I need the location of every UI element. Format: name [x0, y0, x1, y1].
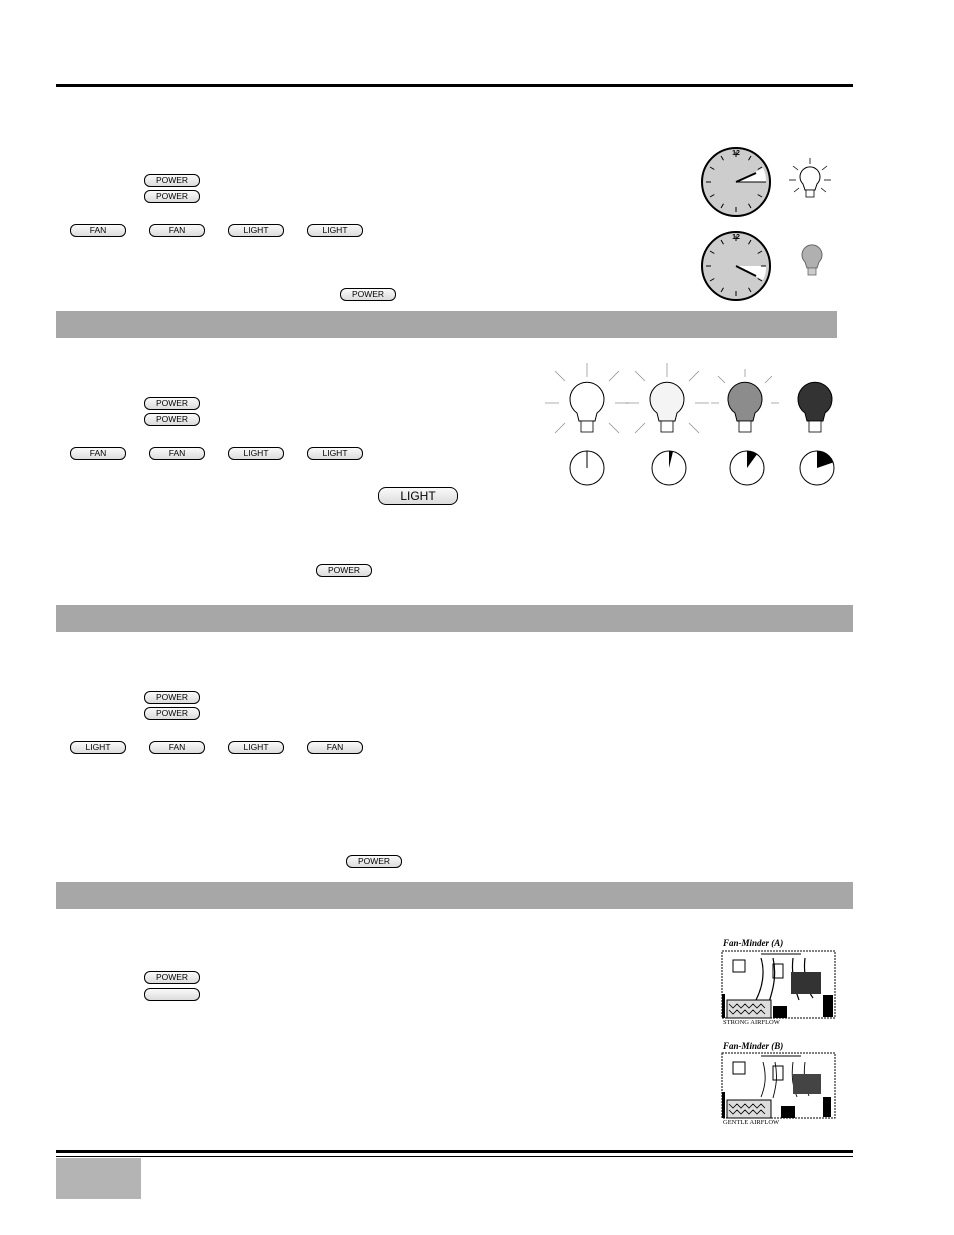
- power-button[interactable]: POWER: [144, 174, 200, 187]
- fan-minder-a-caption: STRONG AIRFLOW: [723, 1019, 780, 1026]
- light-button[interactable]: LIGHT: [307, 447, 363, 460]
- section-band: [56, 311, 837, 338]
- light-button[interactable]: LIGHT: [228, 447, 284, 460]
- power-button[interactable]: POWER: [144, 397, 200, 410]
- power-button[interactable]: POWER: [144, 413, 200, 426]
- timer-dial-icon: [570, 451, 604, 485]
- clock-bulb-illustration: [690, 140, 850, 308]
- page-number-tab: [56, 1158, 141, 1199]
- light-button-large[interactable]: LIGHT: [378, 487, 458, 505]
- power-button[interactable]: POWER: [346, 855, 402, 868]
- light-button[interactable]: LIGHT: [307, 224, 363, 237]
- fan-minder-a-title: Fan-Minder (A): [723, 938, 784, 948]
- light-button[interactable]: LIGHT: [70, 741, 126, 754]
- clock-icon: [702, 232, 770, 300]
- dimming-bulbs-illustration: [540, 355, 840, 490]
- clock-icon: [702, 148, 770, 216]
- svg-text:12: 12: [732, 150, 740, 157]
- power-button[interactable]: POWER: [144, 971, 200, 984]
- power-button[interactable]: POWER: [316, 564, 372, 577]
- blank-button[interactable]: [144, 988, 200, 1001]
- top-rule: [56, 84, 853, 87]
- timer-dial-icon: [800, 451, 834, 485]
- fan-button[interactable]: FAN: [70, 447, 126, 460]
- bulb-off-icon: [802, 245, 822, 275]
- fan-minder-b-illustration: [721, 1052, 837, 1120]
- bottom-rule: [56, 1150, 853, 1153]
- bulb-dim-1-icon: [625, 363, 709, 433]
- timer-dial-icon: [652, 451, 686, 485]
- bulb-on-icon: [789, 158, 831, 197]
- bulb-off-icon: [798, 382, 832, 432]
- fan-button[interactable]: FAN: [307, 741, 363, 754]
- fan-button[interactable]: FAN: [149, 447, 205, 460]
- power-button[interactable]: POWER: [144, 691, 200, 704]
- fan-button[interactable]: FAN: [149, 224, 205, 237]
- bulb-bright-icon: [545, 363, 629, 433]
- power-button[interactable]: POWER: [144, 707, 200, 720]
- fan-minder-b-title: Fan-Minder (B): [723, 1041, 784, 1051]
- section-band: [56, 882, 853, 909]
- timer-dial-icon: [730, 451, 764, 485]
- section-band: [56, 605, 853, 632]
- bulb-dim-2-icon: [711, 369, 779, 432]
- bottom-rule-thin: [56, 1156, 853, 1157]
- fan-button[interactable]: FAN: [70, 224, 126, 237]
- fan-minder-a-illustration: [721, 950, 837, 1020]
- power-button[interactable]: POWER: [340, 288, 396, 301]
- fan-button[interactable]: FAN: [149, 741, 205, 754]
- light-button[interactable]: LIGHT: [228, 224, 284, 237]
- power-button[interactable]: POWER: [144, 190, 200, 203]
- fan-minder-b-caption: GENTLE AIRFLOW: [723, 1119, 780, 1126]
- light-button[interactable]: LIGHT: [228, 741, 284, 754]
- svg-text:12: 12: [732, 234, 740, 241]
